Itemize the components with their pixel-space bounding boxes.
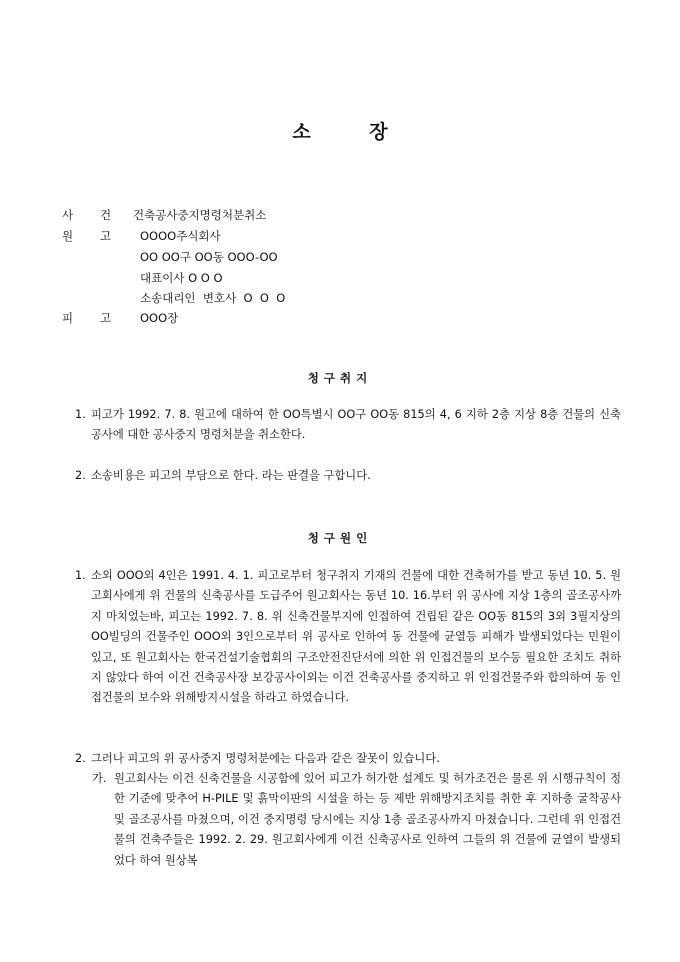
cause-item-number: 1. <box>75 569 86 582</box>
case-label-2: 건 <box>100 208 112 222</box>
plaintiff-row <box>62 228 221 244</box>
cause-sub-item-text: 원고회사는 이건 신축건물을 시공함에 있어 피고가 허가한 설계도 및 허가조건은 물론 위 시행규칙이 정한 기준에 맞추어 H-PILE 및 흙막이판의 시설을 하는 등 제반 위해방지조치를 취한 후 지하층 굴착공사 및 골조공사를 마쳤으며, 이건 중지명령 당시에는 지상 1층 골조공사까지 마쳤습니다. 그런데 위 인접건물의 건축주들은 1992. 2. 29. 원고회사에게 이건 신축공사로 인하여 그들의 위 건물에 균열이 발생되었다 하여 원상복 <box>114 772 621 867</box>
claim-item <box>75 466 621 486</box>
document-title: 소 장 <box>292 121 414 143</box>
case-row <box>62 207 266 223</box>
claim-heading: 청구취지 <box>307 371 373 385</box>
cause-item-text: 그러나 피고의 위 공사중지 명령처분에는 다음과 같은 잘못이 있습니다. <box>91 752 440 765</box>
cause-item-text: 소외 OOO외 4인은 1991. 4. 1. 피고로부터 청구취지 기재의 건물에 대한 건축허가를 받고 동년 10. 5. 원고회사에게 위 건물의 신축공사를 도급주어 원고회사는 동년 10. 16.부터 위 공사에 지상 1층의 골조공사까지 마치었는바, 피고는 1992. 7. 8. 위 신축건물부지에 인접하여 건립된 같은 OO동 815의 3외 3필지상의 OO빌딩의 건물주인 OOO외 3인으로부터 위 공사로 인하여 동 건물에 균열등 피해가 발생되었다는 민원이 있고, 또 원고회사는 한국건설기술협회의 구조안전진단서에 의한 위 인접건물의 보수등 필요한 조치도 취하지 않았다 하여 이건 건축공사장 보강공사이외는 이건 건축공사를 중지하고 위 인접건물주와 합의하여 동 인접건물의 보수와 위해방지시설을 하라고 하였습니다. <box>91 569 621 705</box>
claim-item-text: 피고가 1992. 7. 8. 원고에 대하여 한 OO특별시 OO구 OO동 815의 4, 6 지하 2층 지상 8층 건물의 신축공사에 대한 공사중지 명령처분을 취소한다. <box>91 408 621 442</box>
cause-sub-item-number: 가. <box>92 772 107 785</box>
cause-item-number: 2. <box>75 752 86 765</box>
claim-item-number: 2. <box>75 469 86 482</box>
plaintiff-attorney: 소송대리인 변호사 O O O <box>140 291 286 305</box>
cause-heading: 청구원인 <box>307 531 373 545</box>
case-label-1: 사 <box>62 208 74 222</box>
claim-item <box>75 405 621 446</box>
plaintiff-name: OOOO주식회사 <box>140 229 221 243</box>
claim-item-number: 1. <box>75 408 86 421</box>
plaintiff-representative: 대표이사 O O O <box>140 271 223 285</box>
plaintiff-address: OO OO구 OO동 OOO-OO <box>140 250 278 264</box>
plaintiff-label-1: 원 <box>62 229 74 243</box>
claim-item-text: 소송비용은 피고의 부담으로 한다. 라는 판결을 구합니다. <box>91 469 371 482</box>
defendant-row <box>62 310 178 326</box>
plaintiff-label-2: 고 <box>100 229 112 243</box>
case-name: 건축공사중지명령처분취소 <box>133 208 267 222</box>
defendant-label-2: 고 <box>100 311 112 325</box>
defendant-name: OOO장 <box>140 311 179 325</box>
cause-item <box>75 749 621 769</box>
cause-sub-item <box>92 769 621 871</box>
cause-item <box>75 566 621 709</box>
defendant-label-1: 피 <box>62 311 74 325</box>
